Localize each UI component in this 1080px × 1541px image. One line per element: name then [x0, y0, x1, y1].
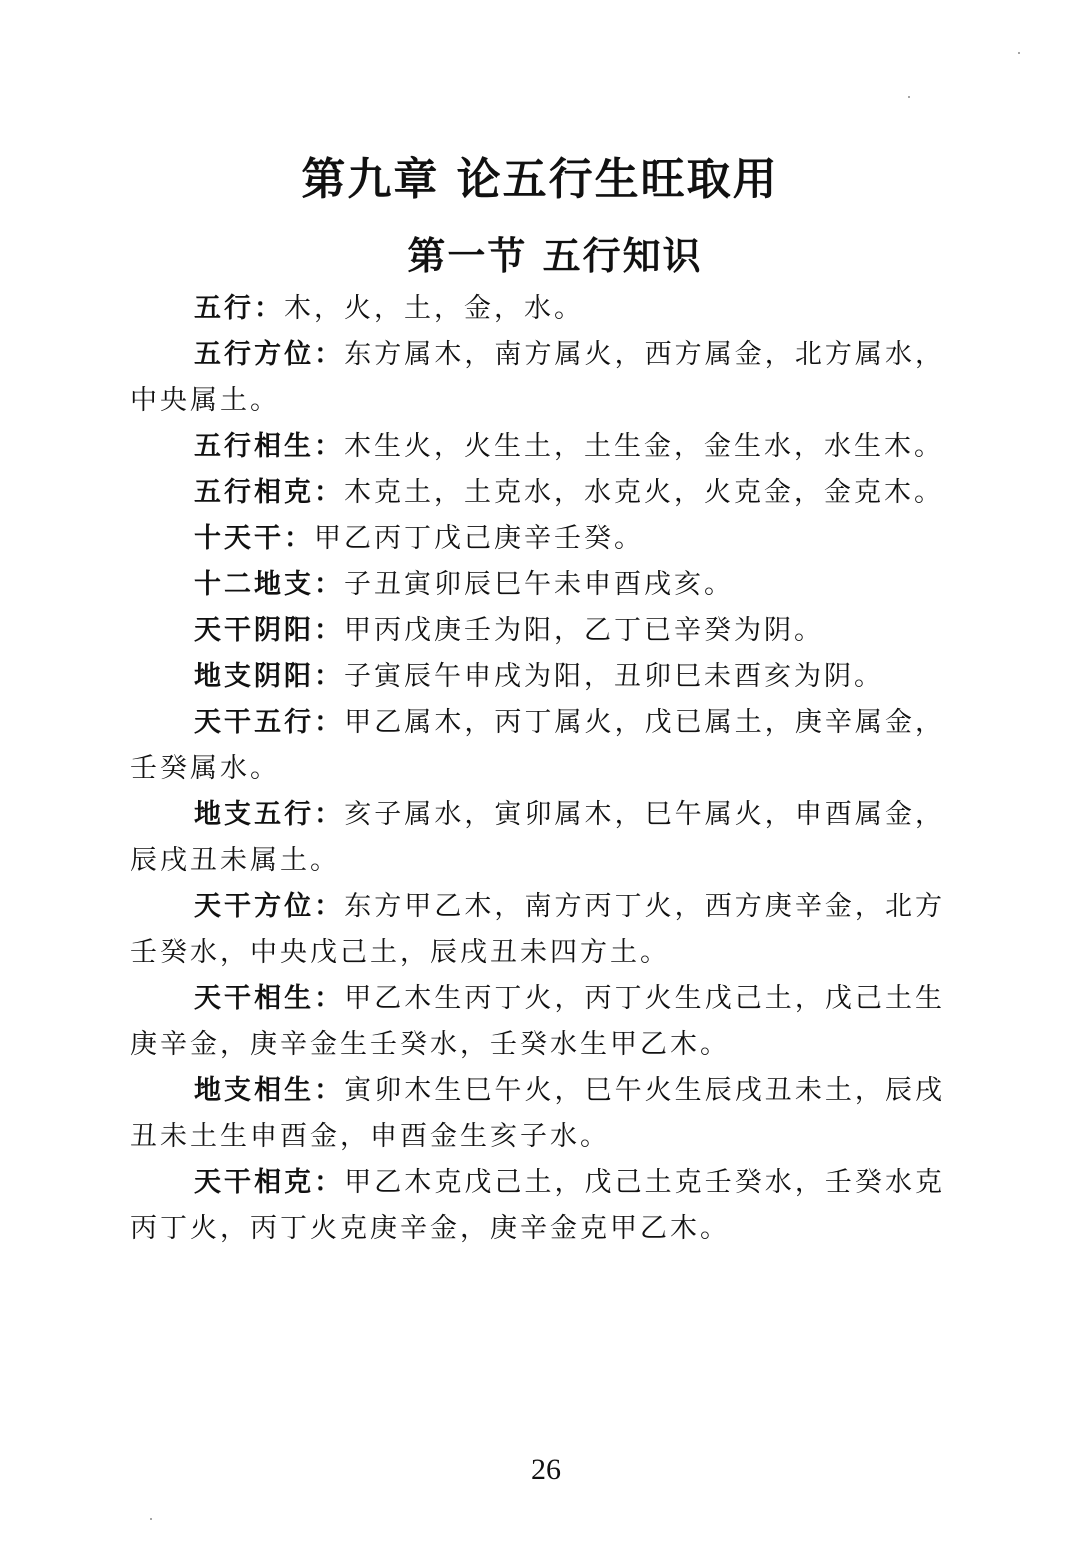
paragraph-text: 甲乙属木，丙丁属火，戊已属土，庚辛属金，壬癸属水。	[130, 707, 946, 784]
paragraph	[130, 608, 945, 654]
paragraph-term: 天干阴阳：	[194, 615, 344, 646]
paragraph-term: 天干五行：	[194, 707, 345, 738]
paragraph	[130, 470, 945, 516]
paragraph	[130, 654, 945, 700]
paragraph-term: 五行：	[194, 293, 284, 324]
paragraph-term: 十二地支：	[194, 569, 344, 600]
paragraph-text: 寅卯木生巳午火，巳午火生辰戌丑未土，辰戌丑未土生申酉金，申酉金生亥子水。	[130, 1075, 946, 1152]
paragraph-term: 五行方位：	[194, 339, 345, 370]
paragraph	[130, 884, 945, 976]
page-number: 26	[531, 1453, 561, 1486]
paragraph-term: 天干相克：	[194, 1167, 345, 1198]
paragraph	[130, 1068, 945, 1160]
paragraph	[130, 562, 945, 608]
paragraph-text: 东方甲乙木，南方丙丁火，西方庚辛金，北方壬癸水，中央戊己土，辰戌丑未四方土。	[130, 891, 946, 968]
paragraph-text: 子寅辰午申戌为阳，丑卯巳未酉亥为阴。	[344, 661, 884, 692]
paragraph-text: 木克土，土克水，水克火，火克金，金克木。	[344, 477, 944, 508]
paragraph-text: 木，火，土，金，水。	[284, 293, 584, 324]
paragraph-term: 十天干：	[194, 523, 314, 554]
paragraph-text: 亥子属水，寅卯属木，巳午属火，申酉属金，辰戌丑未属土。	[130, 799, 946, 876]
paragraph-text: 甲丙戊庚壬为阳，乙丁已辛癸为阴。	[344, 615, 824, 646]
paragraph-text: 子丑寅卯辰巳午未申酉戌亥。	[344, 569, 734, 600]
paragraph-term: 五行相克：	[194, 477, 344, 508]
paragraph-term: 天干相生：	[194, 983, 345, 1014]
paragraph-text: 甲乙木生丙丁火，丙丁火生戊己土，戊己土生庚辛金，庚辛金生壬癸水，壬癸水生甲乙木。	[130, 983, 946, 1060]
paragraph-term: 天干方位：	[194, 891, 345, 922]
paragraph	[130, 516, 945, 562]
paragraph	[130, 1160, 945, 1252]
paragraph-text: 东方属木，南方属火，西方属金，北方属水，中央属土。	[130, 339, 946, 416]
paragraph	[130, 792, 945, 884]
paragraph-term: 五行相生：	[194, 431, 344, 462]
scan-speck	[150, 1518, 152, 1520]
scan-speck	[908, 96, 910, 98]
paragraph-term: 地支五行：	[194, 799, 345, 830]
body-text	[130, 286, 945, 1252]
section-title: 第一节 五行知识	[407, 234, 703, 278]
scan-speck	[1018, 52, 1020, 54]
paragraph-text: 木生火，火生土，土生金，金生水，水生木。	[344, 431, 944, 462]
paragraph-term: 地支相生：	[194, 1075, 345, 1106]
paragraph	[130, 332, 945, 424]
paragraph	[130, 976, 945, 1068]
paragraph-term: 地支阴阳：	[194, 661, 344, 692]
chapter-title: 第九章 论五行生旺取用	[301, 154, 779, 205]
paragraph	[130, 286, 945, 332]
paragraph-text: 甲乙木克戊己土，戊己土克壬癸水，壬癸水克丙丁火，丙丁火克庚辛金，庚辛金克甲乙木。	[130, 1167, 946, 1244]
paragraph	[130, 700, 945, 792]
paragraph-text: 甲乙丙丁戊己庚辛壬癸。	[314, 523, 644, 554]
paragraph	[130, 424, 945, 470]
